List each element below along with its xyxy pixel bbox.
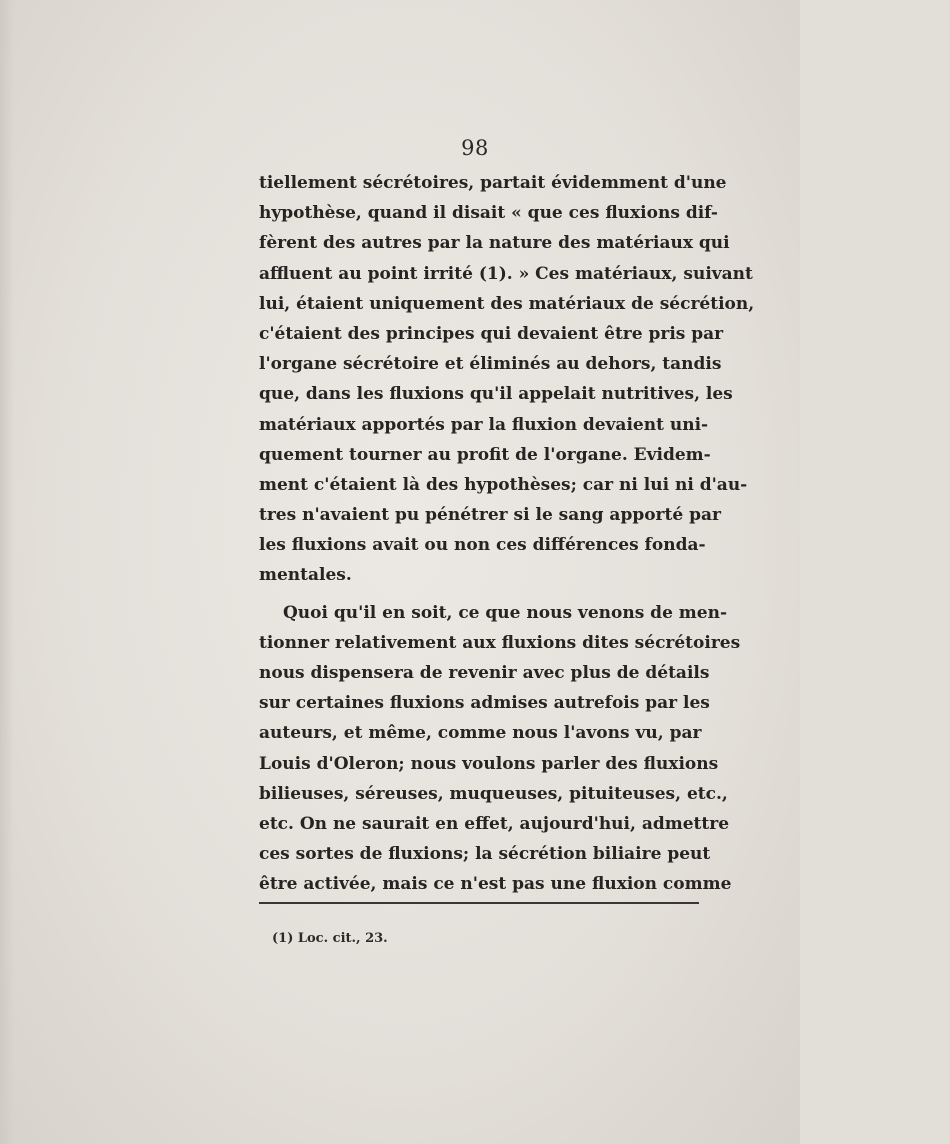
text-line: tiellement sécrétoires, partait évidemment d'une [259,173,727,193]
paragraph-gap [259,591,696,598]
text-line: affluent au point irrité (1). » Ces matériaux, suivant [259,263,753,284]
text-line: nous dispensera de revenir avec plus de détails [259,663,710,683]
footnote-separator [259,902,699,904]
text-line: matériaux apportés par la fluxion devaient uni- [259,414,709,435]
text-line: tres n'avaient pu pénétrer si le sang apporté par [259,505,721,526]
text-line: etc. On ne saurait en effet, aujourd'hui, admettre [259,813,730,834]
page-number: 98 [461,136,489,160]
text-line: quement tourner au profit de l'organe. Evidem- [259,444,711,465]
text-line: mentales. [259,565,352,586]
text-line: ment c'étaient là des hypothèses; car ni lui ni d'au- [259,474,748,495]
text-line: être activée, mais ce n'est pas une fluxion comme [259,874,732,895]
text-line: que, dans les fluxions qu'il appelait nutritives, les [259,384,733,405]
text-line: les fluxions avait ou non ces différences fonda- [259,535,706,556]
text-line: sur certaines fluxions admises autrefois par les [259,693,710,714]
text-line: hypothèse, quand il disait « que ces fluxions dif- [259,203,718,224]
text-line: tionner relativement aux fluxions dites sécrétoires [259,632,741,653]
text-line: c'étaient des principes qui devaient être pris par [259,323,724,344]
text-line: Quoi qu'il en soit, ce que nous venons de men- [283,602,728,623]
text-line: auteurs, et même, comme nous l'avons vu, par [259,723,702,744]
text-line: bilieuses, séreuses, muqueuses, pituiteuses, etc., [259,783,728,804]
text-line: ces sortes de fluxions; la sécrétion biliaire peut [259,844,711,865]
text-line: l'organe sécrétoire et éliminés au dehors, tandis [259,354,722,375]
text-line: lui, étaient uniquement des matériaux de sécrétion, [259,293,755,314]
footnote: (1) Loc. cit., 23. [272,931,388,946]
body-text [259,168,755,900]
text-line: fèrent des autres par la nature des matériaux qui [259,233,730,254]
paragraph-2 [259,598,741,900]
paragraph-1 [259,168,755,591]
page-binding-shadow [0,0,14,1144]
text-line: Louis d'Oleron; nous voulons parler des fluxions [259,753,719,774]
